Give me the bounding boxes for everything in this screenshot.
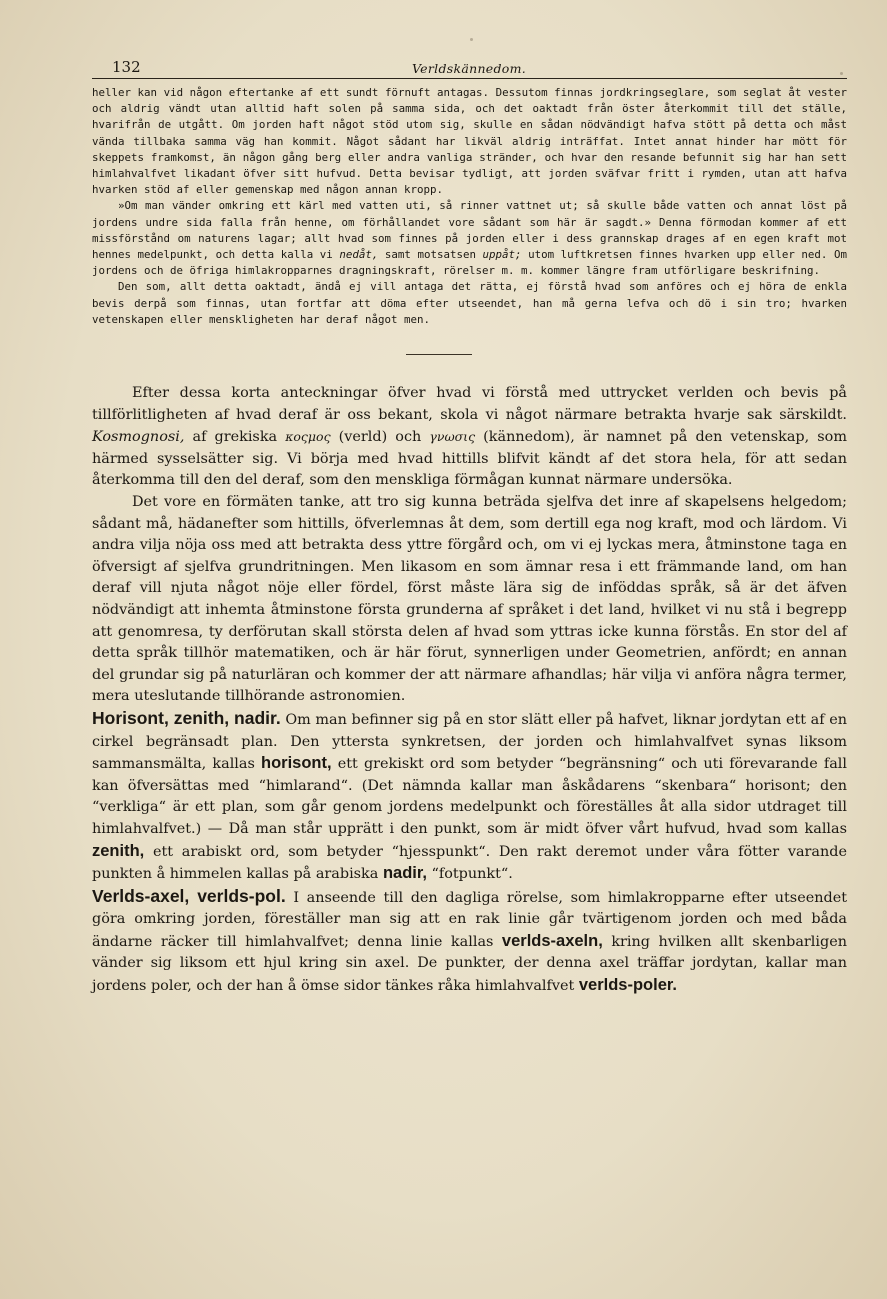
- small-paragraph: »Om man vänder omkring ett kärl med vatten uti, så rinner vattnet ut; så skulle både vatten och annat löst på jordens undre sida falla från henne, om förhållandet vore sådant som här är sagdt.» Denna förmodan kommer af ett missförstånd om naturens lagar; allt hvad som finnes på jorden eller i dess grannskap drages af en egen kraft mot hennes medelpunkt, och detta kalla vi nedåt, samt motsatsen uppåt; utom luftkretsen finnes hvarken upp eller ned. Om jordens och de öfriga himlakropparnes dragningskraft, rörelser m. m. kommer längre fram utförligare beskrifning.: [92, 199, 847, 278]
- term-nadir: nadir,: [382, 864, 427, 883]
- running-header: [92, 56, 847, 79]
- ink-speck: [470, 38, 473, 41]
- term-verlds-poler: verlds-poler.: [578, 976, 677, 995]
- emphasis-nedat: nedåt,: [339, 248, 379, 262]
- emphasis-uppat: uppåt;: [482, 248, 522, 262]
- page-number: 132: [112, 58, 141, 76]
- small-paragraph: Den som, allt detta oaktadt, ändå ej vill antaga det rätta, ej förstå hvad som anföres och ej höra de enkla bevis derpå som finnas, utan fortfar att döma efter utseendet, han må gerna lefva och dö i sin tro; hvarken vetenskapen eller menskligheten har deraf något men.: [92, 280, 847, 326]
- term-verlds-axeln: verlds-axeln,: [501, 931, 603, 950]
- greek-word-gnosis: γνωσις: [429, 429, 476, 445]
- ink-speck: [578, 462, 580, 465]
- term-kosmognosi: Kosmognosi,: [92, 429, 185, 446]
- term-horisont: horisont,: [261, 754, 332, 773]
- intro-paragraph: Efter dessa korta anteckningar öfver hvad vi förstå med uttrycket verlden och bevis på tillförlitligheten af hvad deraf är oss bekant, skola vi något närmare betrakta hvarje sak särskildt. Kosmognosi, af grekiska κοςμος (verld) och γνωσις (kännedom), är namnet på den vetenskap, som härmed sysselsätter sig. Vi börja med hvad hittills blifvit kändt af det stora hela, för att sedan återkomma till den del deraf, som den menskliga förmågan kunnat närmare undersöka.: [92, 385, 847, 489]
- section-horisont: Horisont, zenith, nadir. Om man befinner sig på en stor slätt eller på hafvet, liknar jordytan ett af en cirkel begränsadt plan. Den yttersta synkretsen, der jorden och himlahvalfvet synas liksom sammansmälta, kallas horisont, ett grekiskt ord som betyder “begränsning“ och uti förevarande fall kan öfversättas med “himlarand“. (Det nämnda kallar man åskådarens “skenbara“ horisont; den “verkliga“ är ett plan, som går genom jordens medelpunkt och föreställes åt alla sidor utdraget till himlahvalfvet.) — Då man står upprätt i den punkt, som är midt öfver vårt hufvud, hvad som kallas zenith, ett arabiskt ord, som betyder “hjesspunkt“. Den rakt deremot under våra fötter varande punkten å himmelen kallas på arabiska nadir, “fotpunkt“.: [92, 707, 847, 883]
- body-paragraph: Det vore en förmäten tanke, att tro sig kunna beträda sjelfva det inre af skapelsens helgedom; sådant må, hädanefter som hittills, öfverlemnas åt dem, som dertill ega nog kraft, mod och lärdom. Vi andra vilja nöja oss med att betrakta dess yttre förgård och, om vi ej lyckas mera, åtminstone taga en öfversigt af sjelfva grundritningen. Men likasom en som ämnar resa i ett främmande land, om han deraf vill njuta något nöje eller fördel, först måste lära sig de inföddas språk, så är det äfven nödvändigt att inhemta åtminstone första grunderna af språket i det land, hvilket vi nu stå i begrepp att genomresa, ty derförutan skall största delen af hvad som yttras icke kunna förstås. En stor del af detta språk tillhör matematiken, och är här förut, synnerligen under Geometrien, anfördt; en annan del grundar sig på naturläran och kommer der att närmare afhandlas; här vilja vi anföra några termer, mera uteslutande tillhörande astronomien.: [92, 494, 847, 705]
- section-divider: [406, 354, 472, 355]
- section-heading-verlds-axel: Verlds-axel, verlds-pol.: [92, 885, 286, 906]
- greek-word-kosmos: κοςμος: [285, 429, 331, 445]
- term-zenith: zenith,: [92, 841, 145, 860]
- small-print-section: [92, 85, 847, 328]
- section-verlds-axel: Verlds-axel, verlds-pol. I anseende till den dagliga rörelse, som himlakropparne efter utseendet göra omkring jorden, föreställer man sig att en rak linie går tvärtigenom jorden och med båda ändarne räcker till himlahvalfvet; denna linie kallas verlds-axeln, kring hvilken allt skenbarligen vänder sig liksom ett hjul kring sin axel. De punkter, der denna axel träffar jordytan, kallar man jordens poler, och der han å ömse sidor tänkes råka himlahvalfvet verlds-poler.: [92, 885, 848, 995]
- main-text-section: [92, 383, 847, 998]
- running-title: Verldskännedom.: [412, 61, 527, 76]
- small-paragraph: heller kan vid någon eftertanke af ett sundt förnuft antagas. Dessutom finnas jordkringseglare, som seglat åt vester och aldrig vändt utan alltid haft solen på samma sida, och det oaktadt från öster återkommit till det ställe, hvarifrån de utgått. Om jorden haft något stöd utom sig, skulle en sådan nödvändigt hafva stött på detta och måst vända tillbaka samma väg han kommit. Något sådant har likväl aldrig inträffat. Intet annat hinder har mött för skeppets framkomst, än någon gång berg eller andra vanliga stränder, och hvar den resande befunnit sig har han sett himlahvalfvet likadant öfver sitt hufvud. Detta bevisar tydligt, att jorden sväfvar fritt i rymden, utan att hafva hvarken stöd af eller gemenskap med någon annan kropp.: [92, 86, 847, 197]
- section-heading-horisont: Horisont, zenith, nadir.: [92, 707, 281, 728]
